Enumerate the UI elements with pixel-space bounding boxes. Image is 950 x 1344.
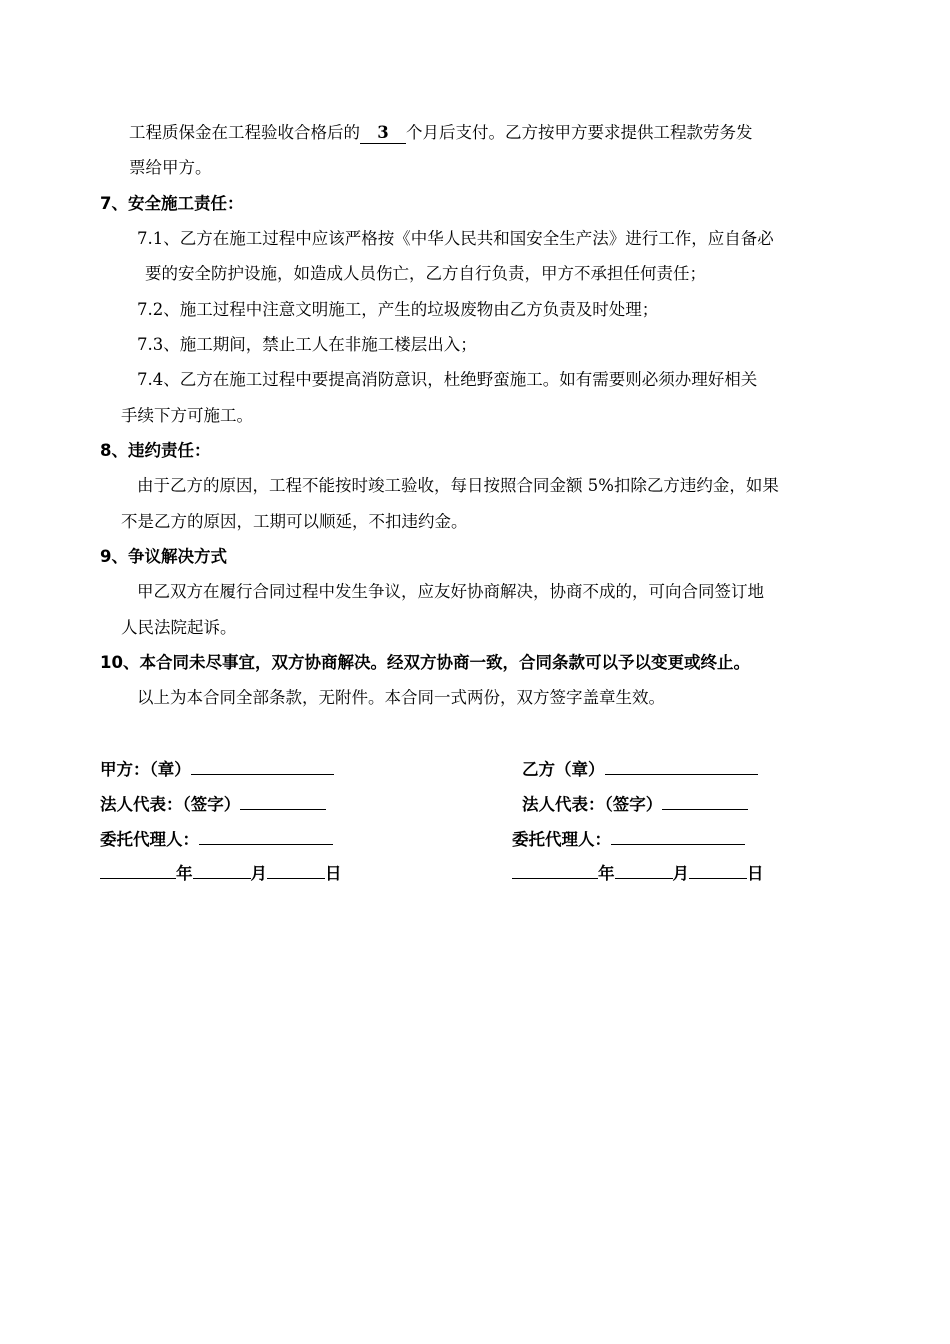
party-b-month-label: 月 [672, 864, 689, 883]
party-a-year-label: 年 [176, 864, 193, 883]
s6-line-1 [129, 121, 753, 145]
party-b-agent-line [512, 826, 745, 852]
s6-text-post: 个月后支付。乙方按甲方要求提供工程款劳务发 [406, 123, 753, 142]
party-a-month-blank[interactable] [193, 860, 251, 879]
s7-clause-4b: 手续下方可施工。 [121, 406, 253, 425]
party-b-date-line [512, 860, 764, 886]
party-b-legal-rep-line [522, 791, 748, 817]
party-b-legal-rep-label: 法人代表：（签字） [522, 795, 663, 814]
s9-para-b: 人民法院起诉。 [121, 618, 237, 637]
party-a-agent-blank[interactable] [199, 826, 333, 845]
party-b-year-label: 年 [598, 864, 615, 883]
party-a-seal-blank[interactable] [191, 756, 334, 775]
months-value: 3 [360, 123, 406, 144]
s8-heading: 8、违约责任： [100, 441, 211, 460]
party-b-label: 乙方（章） [522, 760, 605, 779]
party-a-day-blank[interactable] [267, 860, 325, 879]
party-b-year-blank[interactable] [512, 860, 598, 879]
party-a-day-label: 日 [325, 864, 342, 883]
party-a-year-blank[interactable] [100, 860, 176, 879]
party-a-seal-line [100, 756, 334, 782]
s10-heading: 10、本合同未尽事宜，双方协商解决。经双方协商一致，合同条款可以予以变更或终止。 [100, 653, 750, 672]
party-b-agent-blank[interactable] [611, 826, 745, 845]
party-b-legal-rep-blank[interactable] [662, 791, 748, 810]
s8-para-a: 由于乙方的原因，工程不能按时竣工验收，每日按照合同金额 5%扣除乙方违约金，如果 [137, 476, 779, 495]
s7-clause-1a: 7.1、乙方在施工过程中应该严格按《中华人民共和国安全生产法》进行工作，应自备必 [137, 229, 774, 248]
party-a-legal-rep-blank[interactable] [240, 791, 326, 810]
party-b-seal-line [522, 756, 758, 782]
party-a-label: 甲方：（章） [100, 760, 191, 779]
party-b-seal-blank[interactable] [605, 756, 758, 775]
party-a-date-line [100, 860, 342, 886]
party-b-month-blank[interactable] [615, 860, 673, 879]
s7-heading: 7、安全施工责任： [100, 194, 244, 213]
party-a-month-label: 月 [250, 864, 267, 883]
s9-heading: 9、争议解决方式 [100, 547, 227, 566]
s6-line-2: 票给甲方。 [129, 158, 212, 177]
party-b-day-blank[interactable] [689, 860, 747, 879]
party-a-agent-label: 委托代理人： [100, 830, 199, 849]
party-a-agent-line [100, 826, 333, 852]
party-b-agent-label: 委托代理人： [512, 830, 611, 849]
s7-clause-3: 7.3、施工期间，禁止工人在非施工楼层出入； [137, 335, 477, 354]
s7-clause-4a: 7.4、乙方在施工过程中要提高消防意识，杜绝野蛮施工。如有需要则必须办理好相关 [137, 370, 758, 389]
s9-para-a: 甲乙双方在履行合同过程中发生争议，应友好协商解决，协商不成的，可向合同签订地 [137, 582, 764, 601]
s6-text-pre: 工程质保金在工程验收合格后的 [129, 123, 360, 142]
party-a-legal-rep-line [100, 791, 326, 817]
s10-para: 以上为本合同全部条款，无附件。本合同一式两份，双方签字盖章生效。 [137, 688, 665, 707]
s7-clause-1b: 要的安全防护设施，如造成人员伤亡，乙方自行负责，甲方不承担任何责任； [145, 264, 706, 283]
s8-para-b: 不是乙方的原因，工期可以顺延，不扣违约金。 [121, 512, 468, 531]
party-b-day-label: 日 [747, 864, 764, 883]
s7-clause-2: 7.2、施工过程中注意文明施工，产生的垃圾废物由乙方负责及时处理； [137, 300, 659, 319]
party-a-legal-rep-label: 法人代表：（签字） [100, 795, 241, 814]
